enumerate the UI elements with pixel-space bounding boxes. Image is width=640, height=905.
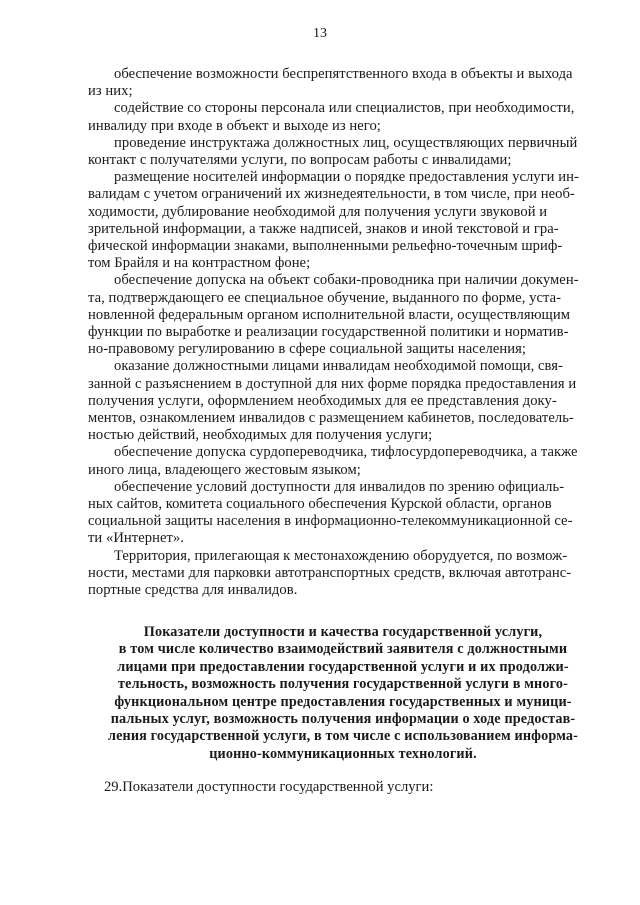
heading-line: ционно-коммуникационных технологий. [209,745,477,762]
text-line: ментов, ознакомлением инвалидов с размещением кабинетов, последователь- [88,410,574,427]
heading-line: Показатели доступности и качества государственной услуги, [143,624,543,640]
text-line: оказание должностными лицами инвалидам необходимой помощи, свя- [114,358,563,375]
heading-line: тельность, возможность получения государственной услуги в много- [118,676,568,693]
text-line: валидам с учетом ограничений их жизнедеятельности, в том числе, при необ- [88,186,575,203]
text-line: Территория, прилегающая к местонахождению оборудуется, по возмож- [114,547,568,564]
text-line: но-правовому регулированию в сфере социальной защиты населения; [88,341,526,358]
text-line: обеспечение условий доступности для инвалидов по зрению официаль- [114,478,565,495]
heading-line: лицами при предоставлении государственной услуги и их продолжи- [117,658,569,675]
text-line: ных сайтов, комитета социального обеспечения Курской области, органов [88,496,552,513]
heading-line: функциональном центре предоставления государственных и муници- [114,693,572,710]
text-line: инвалиду при входе в объект и выходе из него; [88,117,381,134]
text-line: обеспечение допуска сурдопереводчика, тифлосурдопереводчика, а также [114,444,578,461]
text-line: обеспечение допуска на объект собаки-проводника при наличии докумен- [114,272,579,289]
text-line: том Брайля и на контрастном фоне; [88,255,311,272]
text-line: ности, местами для парковки автотранспортных средств, включая автотранс- [88,564,572,581]
text-line: проведение инструктажа должностных лиц, осуществляющих первичный [114,134,578,151]
text-line: ностью действий, необходимых для получения услуги; [88,427,433,444]
text-line: зрительной информации, а также надписей, знаков и иной текстовой и гра- [88,220,559,237]
section-heading [88,624,598,763]
text-line: фической информации знаками, выполненными рельефно-точечным шриф- [88,238,563,255]
text-line: обеспечение возможности беспрепятственного входа в объекты и выхода [114,66,573,82]
text-line: занной с разъяснением в доступной для них форме порядка предоставления и [88,375,577,392]
text-line: размещение носителей информации о порядке предоставления услуги ин- [114,169,579,186]
heading-line: ления государственной услуги, в том числе с использованием информа- [107,728,579,745]
text-line: функции по выработке и реализации государственной политики и норматив- [88,324,569,341]
text-line: та, подтверждающего ее специальное обучение, выданного по форме, уста- [88,289,562,306]
paragraph-29: 29.Показатели доступности государственной услуги: [104,779,434,795]
text-line: социальной защиты населения в информационно-телекоммуникационной се- [88,513,573,530]
text-line: получения услуги, оформлением необходимых для ее представления доку- [88,392,557,409]
text-line: из них; [88,83,133,100]
text-line: ти «Интернет». [88,530,184,547]
heading-line: пальных услуг, возможность получения информации о ходе предостав- [110,711,576,728]
text-line: новленной федеральным органом исполнительной власти, осуществляющим [88,306,570,323]
text-line: иного лица, владеющего жестовым языком; [88,461,361,478]
heading-line: в том числе количество взаимодействий заявителя с должностными [118,641,568,658]
text-line: содействие со стороны персонала или специалистов, при необходимости, [114,100,575,117]
text-line: контакт с получателями услуги, по вопросам работы с инвалидами; [88,152,512,169]
text-line: портные средства для инвалидов. [88,582,298,599]
body-text [88,66,598,599]
page-number: 13 [313,26,327,41]
text-line: ходимости, дублирование необходимой для получения услуги звуковой и [88,203,548,220]
